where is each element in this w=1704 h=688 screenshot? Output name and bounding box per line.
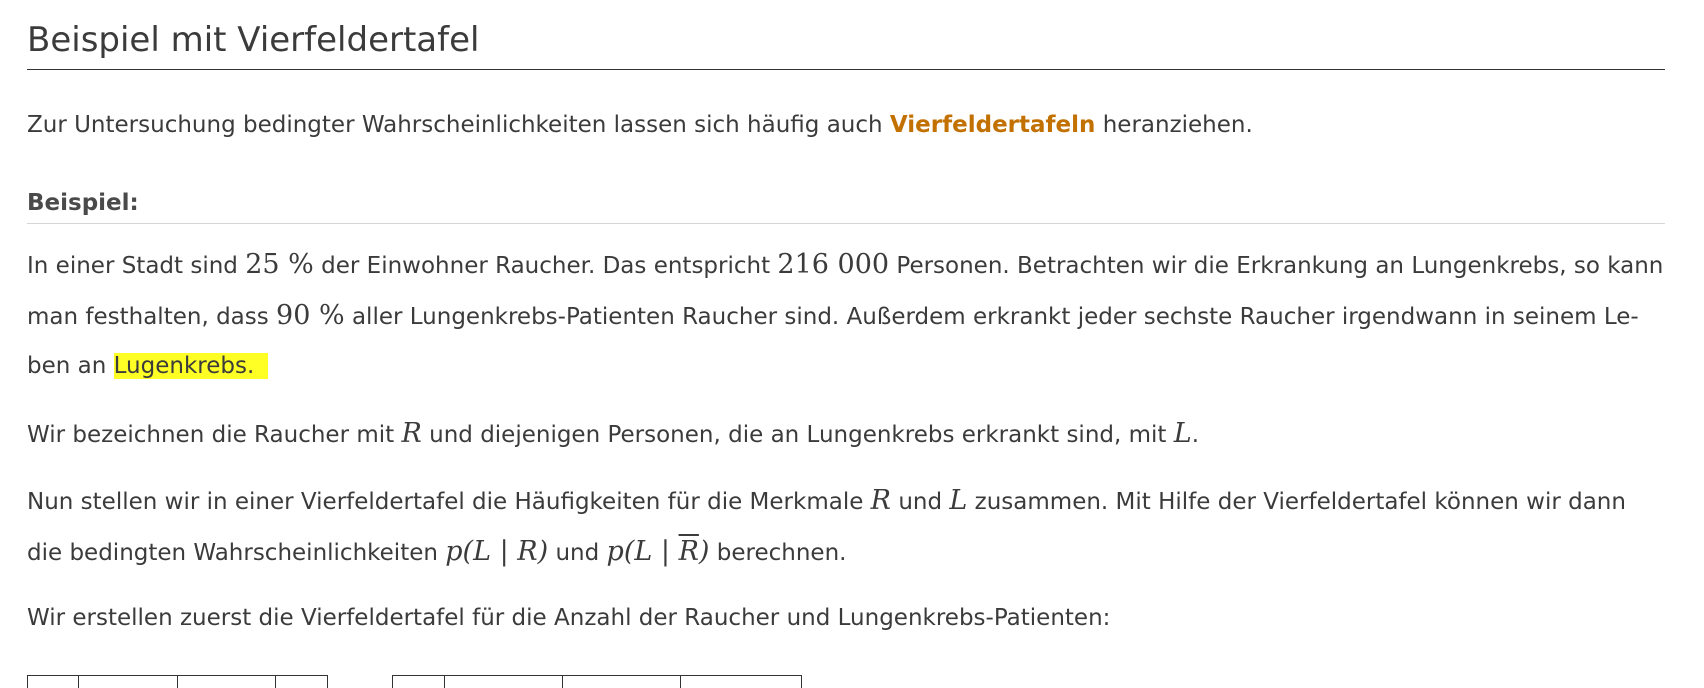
p1-text-1: In einer Stadt sind: [27, 253, 246, 279]
p1-text-3: Personen. Betrachten wir die Erkrankung an Lungenkrebs, so kann man festhalten, dass: [27, 253, 1664, 330]
math-cond-prob-l-given-r: p(L | R): [445, 536, 549, 567]
math-var-l: L: [1173, 418, 1192, 449]
page-title: Beispiel mit Vierfeldertafel: [27, 17, 1665, 70]
math-smokers-percent: 25 %: [245, 249, 314, 280]
p2-text-3: .: [1191, 422, 1199, 448]
table-right: [392, 675, 802, 688]
p3-text-5: berechnen.: [709, 540, 847, 566]
math-var-l: L: [949, 485, 968, 516]
p3-text-1: Nun stellen wir in einer Vierfeldertafel die Häufigkeiten für die Merkmale: [27, 489, 871, 515]
vierfeldertafeln-link[interactable]: Vierfeldertafeln: [889, 112, 1096, 138]
table-left: [27, 675, 328, 688]
p2-text-1: Wir bezeichnen die Raucher mit: [27, 422, 402, 448]
p3-text-3: zusammen. Mit Hilfe der Vierfeldertafel können wir dann die bedingten Wahrscheinlichkeiten: [27, 489, 1626, 566]
p1-text-4: aller Lungenkrebs-Patienten Raucher sind. Außerdem erkrankt jeder sechste Raucher irgendwann in seinem Leben an: [27, 304, 1639, 379]
table-intro-paragraph: Wir erstellen zuerst die Vierfeldertafel für die Anzahl der Raucher und Lungenkrebs-Patienten:: [27, 605, 1111, 631]
highlighted-text: Lugenkrebs.: [114, 353, 269, 379]
example-heading: Beispiel:: [27, 187, 1665, 224]
notation-paragraph: [27, 409, 1665, 460]
intro-text-after: heranziehen.: [1095, 112, 1253, 138]
math-smokers-count: 216 000: [777, 249, 890, 280]
p3-text-2: und: [891, 489, 950, 515]
intro-text-before: Zur Untersuchung bedingter Wahrscheinlichkeiten lassen sich häufig auch: [27, 112, 890, 138]
p3-text-4: und: [548, 540, 607, 566]
math-patients-percent: 90 %: [276, 300, 345, 331]
example-paragraph: [27, 240, 1665, 391]
math-var-r: R: [870, 485, 892, 516]
math-cond-prob-l-given-not-r: p(L | $\overline{R}$): [606, 536, 710, 567]
table-explanation-paragraph: [27, 476, 1665, 578]
math-var-r: R: [401, 418, 422, 449]
intro-paragraph: [27, 109, 1253, 141]
p1-text-2: der Einwohner Raucher. Das entspricht: [313, 253, 778, 279]
p2-text-2: und diejenigen Personen, die an Lungenkrebs erkrankt sind, mit: [421, 422, 1174, 448]
